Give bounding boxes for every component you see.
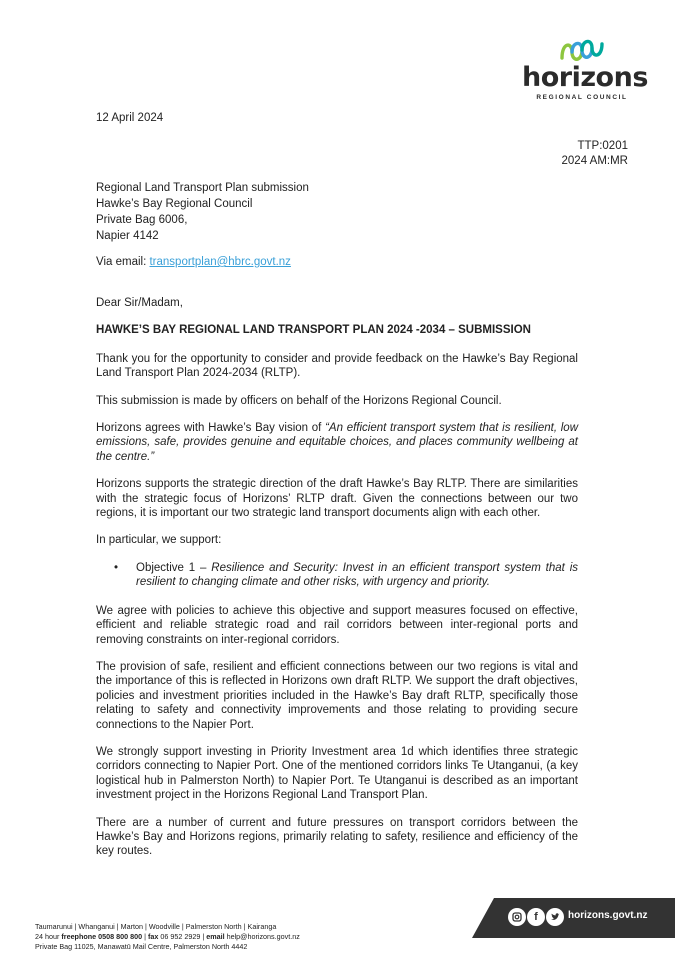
letter-date: 12 April 2024 xyxy=(96,112,164,124)
instagram-icon[interactable] xyxy=(508,908,526,926)
paragraph-3 xyxy=(96,421,578,464)
recipient-address xyxy=(96,180,309,244)
list-item xyxy=(136,561,578,590)
address-line-3: Private Bag 6006, xyxy=(96,214,188,226)
paragraph-7: The provision of safe, resilient and efficient connections between our two regions is vital and the importance of this is reflected in Horizons own draft RLTP. We support the draft objectives, policies and investment priorities included in the Hawke’s Bay draft RLTP, specifically those relating to safety and connectivity improvements and those relating to providing secure connections to the Napier Port. xyxy=(96,660,578,731)
email-link[interactable]: transportplan@hbrc.govt.nz xyxy=(149,256,291,268)
paragraph-3-lead: Horizons agrees with Hawke’s Bay vision of xyxy=(96,422,326,435)
footer-website[interactable]: horizons.govt.nz xyxy=(568,910,648,921)
paragraph-8: We strongly support investing in Priority Investment area 1d which identifies three strategic corridors connecting to Napier Port. One of the mentioned corridors links Te Utanganui, (a key logistical hub in Palmerston North) to Napier Port. Te Utanganui is described as an important investment project in the Horizons Regional Land Transport Plan. xyxy=(96,745,578,802)
reference-block xyxy=(562,139,628,169)
logo-subtitle: REGIONAL COUNCIL xyxy=(536,94,628,101)
footer-address: Private Bag 11025, Manawatū Mail Centre, Palmerston North 4442 xyxy=(35,942,248,951)
address-line-4: Napier 4142 xyxy=(96,230,159,242)
paragraph-6: We agree with policies to achieve this objective and support measures focused on effective, efficient and reliable strategic road and rail corridors between inter-regional ports and removing constraints on inter-regional corridors. xyxy=(96,604,578,646)
email-label: email xyxy=(206,932,225,941)
bullet-lead: Objective 1 – xyxy=(136,561,212,574)
horizons-logo xyxy=(522,38,648,101)
support-list xyxy=(96,561,578,590)
vision-quote: “An efficient transport system that is resilient, low emissions, safe, provides genuine and equitable choices, and places community wellbeing at the centre.” xyxy=(96,422,578,463)
footer-contact xyxy=(35,922,300,952)
separator: | xyxy=(142,932,148,941)
address-line-2: Hawke’s Bay Regional Council xyxy=(96,198,253,210)
address-line-1: Regional Land Transport Plan submission xyxy=(96,182,309,194)
freephone-number: freephone 0508 800 800 xyxy=(61,932,143,941)
via-email-label: Via email: xyxy=(96,256,150,268)
letter-heading: HAWKE’S BAY REGIONAL LAND TRANSPORT PLAN 2024 -2034 – SUBMISSION xyxy=(96,324,531,337)
separator: | xyxy=(202,932,207,941)
paragraph-4: Horizons supports the strategic direction of the draft Hawke’s Bay RLTP. There are similarities with the strategic focus of Horizons’ RLTP draft. Given the connections between our two regions, it is important our two strategic land transport documents align with each other. xyxy=(96,478,578,520)
facebook-icon[interactable]: f xyxy=(527,908,545,926)
fax-label: fax xyxy=(147,932,159,941)
logo-wordmark: horizons xyxy=(522,62,648,93)
freephone-label: 24 hour xyxy=(35,932,62,941)
paragraph-2: This submission is made by officers on behalf of the Horizons Regional Council. xyxy=(96,394,502,407)
footer-towns: Taumarunui | Whanganui | Marton | Woodville | Palmerston North | Kairanga xyxy=(35,922,277,931)
footer-email: help@horizons.govt.nz xyxy=(224,932,300,941)
paragraph-1: Thank you for the opportunity to consider and provide feedback on the Hawke’s Bay Regional Land Transport Plan 2024-2034 (RLTP). xyxy=(96,352,578,380)
letter-body xyxy=(96,296,578,872)
salutation: Dear Sir/Madam, xyxy=(96,297,183,309)
footer-banner xyxy=(472,898,675,938)
reference-line-2: 2024 AM:MR xyxy=(561,155,628,167)
bullet-objective: Resilience and Security: Invest in an efficient transport system that is resilient to changing climate and other risks, with urgency and priority. xyxy=(136,561,578,589)
fax-number: 06 952 2929 xyxy=(158,932,203,941)
paragraph-5: In particular, we support: xyxy=(96,534,222,547)
paragraph-9: There are a number of current and future pressures on transport corridors between the Hawke’s Bay and Horizons regions, primarily relating to safety, resilience and efficiency of the key routes. xyxy=(96,816,578,858)
reference-line-1: TTP:0201 xyxy=(577,140,628,152)
wave-logo-icon xyxy=(559,38,605,62)
via-email xyxy=(96,256,291,268)
footer-phone-line xyxy=(35,932,300,942)
twitter-icon[interactable] xyxy=(546,908,564,926)
